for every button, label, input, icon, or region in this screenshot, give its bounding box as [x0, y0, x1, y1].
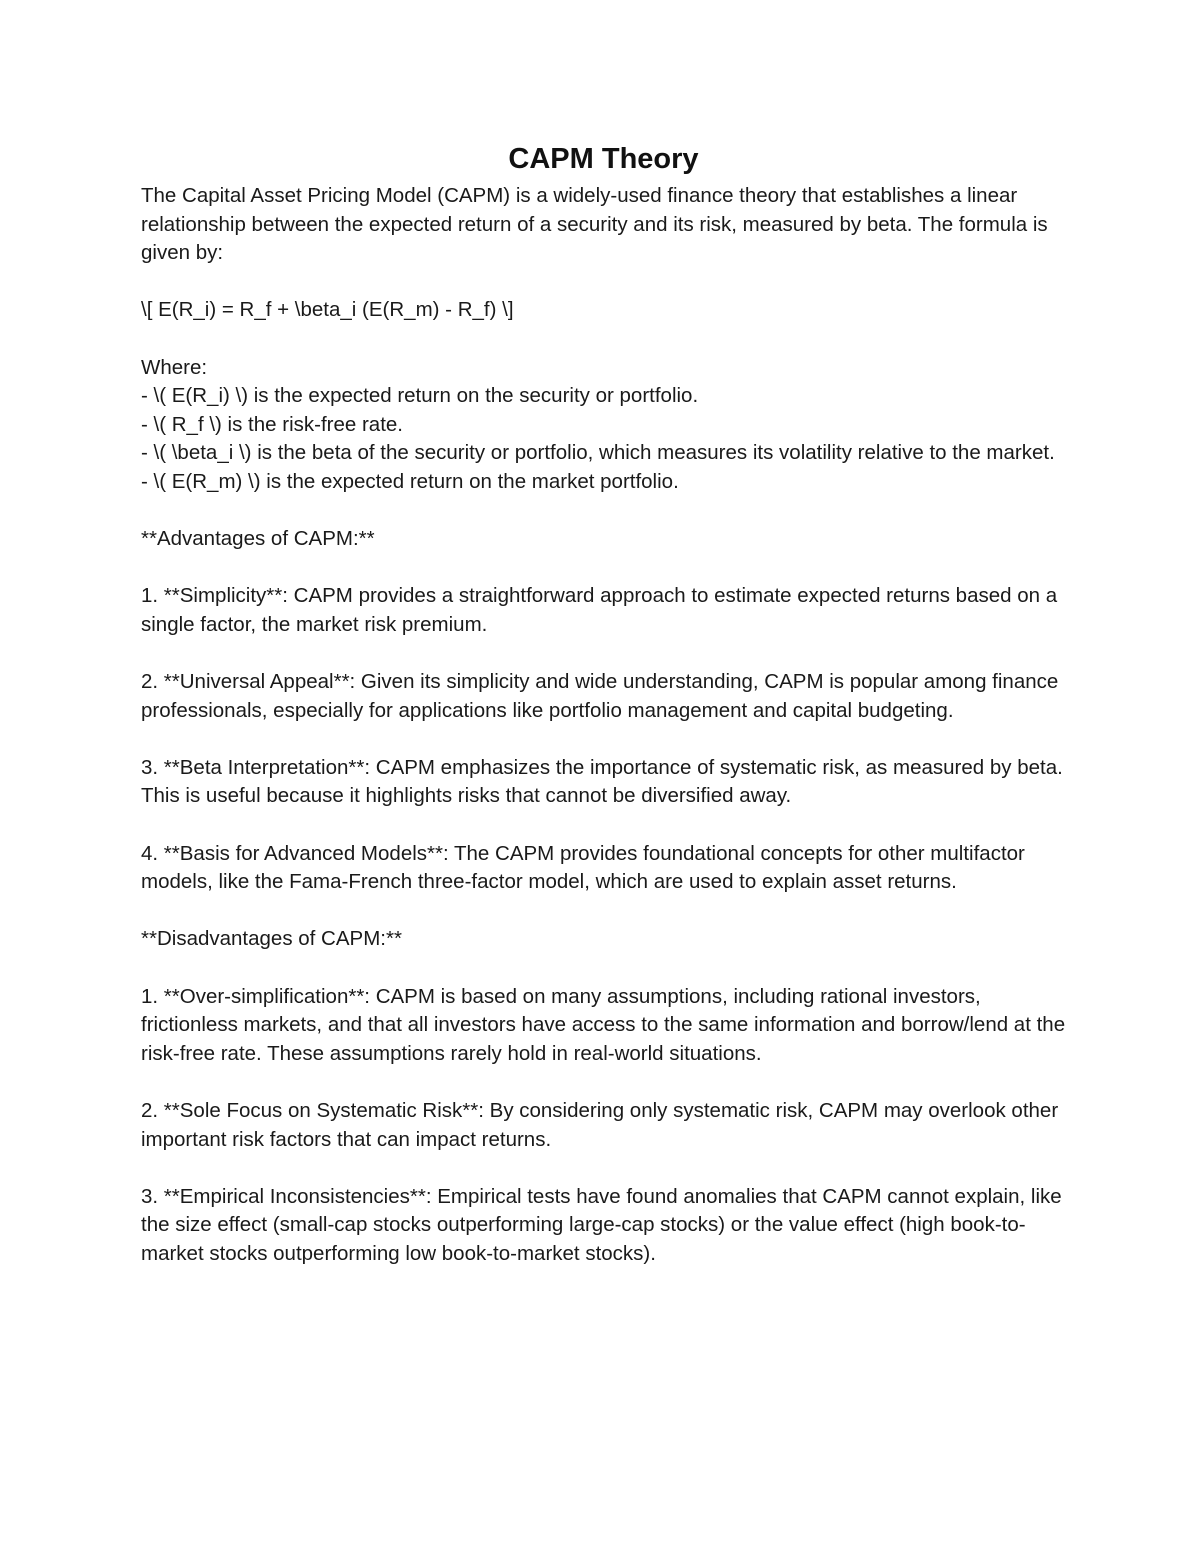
- advantage-item: 1. **Simplicity**: CAPM provides a straightforward approach to estimate expected returns based on a single factor, the market risk premium.: [141, 584, 1058, 636]
- disadvantage-item: 2. **Sole Focus on Systematic Risk**: By considering only systematic risk, CAPM may overlook other important risk factors that can impact returns.: [141, 1099, 1059, 1151]
- where-label: Where:: [141, 355, 208, 379]
- spacer: [141, 725, 1066, 754]
- definition-item: - \( E(R_i) \) is the expected return on the security or portfolio.: [141, 384, 699, 408]
- disadvantage-item: 3. **Empirical Inconsistencies**: Empirical tests have found anomalies that CAPM cannot explain, like the size effect (small-cap stocks outperforming large-cap stocks) or the value effect (high book-to-market stocks outperforming low book-to-market stocks).: [141, 1184, 1062, 1265]
- document-title: CAPM Theory: [508, 143, 699, 175]
- advantage-item: 4. **Basis for Advanced Models**: The CAPM provides foundational concepts for other multifactor models, like the Fama-French three-factor model, which are used to explain asset returns.: [141, 841, 1025, 894]
- spacer: [141, 811, 1066, 840]
- spacer: [141, 1154, 1066, 1183]
- spacer: [141, 640, 1066, 669]
- definition-item: - \( E(R_m) \) is the expected return on the market portfolio.: [141, 469, 679, 493]
- disadvantage-item: 1. **Over-simplification**: CAPM is based on many assumptions, including rational investors, frictionless markets, and that all investors have access to the same information and borrow/lend at the risk-free rate. These assumptions rarely hold in real-world situations.: [141, 984, 1066, 1065]
- spacer: [141, 497, 1066, 526]
- document-page: [141, 140, 1066, 1269]
- spacer: [141, 897, 1066, 926]
- disadvantages-heading: **Disadvantages of CAPM:**: [141, 927, 402, 951]
- definition-item: - \( R_f \) is the risk-free rate.: [141, 412, 403, 436]
- spacer: [141, 268, 1066, 297]
- advantage-item: 3. **Beta Interpretation**: CAPM emphasizes the importance of systematic risk, as measured by beta. This is useful because it highlights risks that cannot be diversified away.: [141, 755, 1063, 808]
- formula-line: \[ E(R_i) = R_f + \beta_i (E(R_m) - R_f) \]: [141, 298, 514, 322]
- spacer: [141, 554, 1066, 583]
- intro-paragraph: The Capital Asset Pricing Model (CAPM) is a widely-used finance theory that establishes a linear relationship between the expected return of a security and its risk, measured by beta. The formula is given by:: [141, 184, 1048, 265]
- spacer: [141, 1068, 1066, 1097]
- advantage-item: 2. **Universal Appeal**: Given its simplicity and wide understanding, CAPM is popular among finance professionals, especially for applications like portfolio management and capital budgeting.: [141, 670, 1059, 722]
- spacer: [141, 954, 1066, 983]
- definition-item: - \( \beta_i \) is the beta of the security or portfolio, which measures its volatility relative to the market.: [141, 441, 1055, 465]
- advantages-heading: **Advantages of CAPM:**: [141, 527, 375, 551]
- spacer: [141, 325, 1066, 354]
